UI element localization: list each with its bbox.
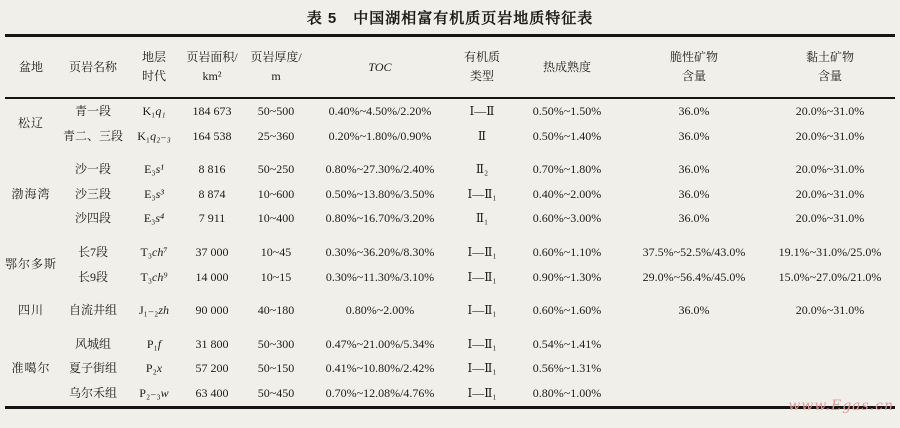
clay-content-cell: 20.0%~31.0% (795, 211, 865, 226)
om-type-cell: Ⅰ—Ⅱ₁ (467, 361, 497, 376)
shale-thickness-cell: 10~400 (257, 211, 295, 226)
shale-area-cell: 184 673 (192, 104, 232, 118)
strata-formation: q₂₋₃ (150, 128, 171, 143)
col-header-thermal-maturity: 热成熟度 (511, 36, 623, 99)
toc-cell: 0.40%~4.50%/2.20% (328, 104, 432, 118)
maturity-cell: 0.40%~2.00% (532, 186, 602, 201)
group-spacer-cell (5, 323, 895, 332)
shale-area-cell: 37 000 (195, 244, 229, 259)
brittle-content-cell: 36.0% (678, 104, 710, 118)
brittle-content-cell: 37.5%~52.5%/43.0% (642, 244, 746, 259)
strata-period: T₃ (140, 244, 152, 259)
table-row (5, 332, 895, 357)
toc-cell: 0.80%~2.00% (345, 303, 415, 318)
group-spacer (5, 231, 895, 240)
toc-cell: 0.50%~13.80%/3.50% (325, 186, 435, 201)
strata-formation: w (160, 385, 169, 400)
basin-cell: 四川 (17, 303, 44, 318)
shale-area-cell: 90 000 (195, 303, 229, 318)
shale-name-cell: 沙三段 (74, 186, 111, 201)
strata-period: K₁ (137, 128, 151, 143)
shale-name-cell: 自流井组 (68, 303, 117, 318)
basin-cell: 准噶尔 (11, 361, 51, 376)
maturity-cell: 0.56%~1.31% (532, 361, 602, 376)
toc-cell: 0.80%~27.30%/2.40% (325, 162, 435, 177)
maturity-cell: 0.60%~1.10% (532, 244, 602, 259)
toc-cell: 0.30%~11.30%/3.10% (325, 269, 435, 284)
brittle-content-cell (623, 332, 765, 357)
toc-cell: 0.41%~10.80%/2.42% (325, 361, 435, 376)
clay-content-cell: 15.0%~27.0%/21.0% (778, 269, 882, 284)
strata-formation: q₁ (155, 104, 166, 118)
shale-name-cell: 青二、三段 (62, 128, 123, 143)
clay-content-cell (765, 356, 895, 381)
om-type-cell: Ⅱ₁ (475, 211, 489, 226)
table-row (5, 206, 895, 231)
group-spacer-cell (5, 231, 895, 240)
shale-area-cell: 8 816 (198, 162, 226, 177)
brittle-content-cell: 36.0% (678, 162, 710, 177)
strata-age-cell (129, 265, 179, 290)
shale-name-cell: 长9段 (77, 269, 108, 284)
shale-thickness-cell: 50~500 (257, 104, 295, 118)
table-title: 表 5 中国湖相富有机质页岩地质特征表 (306, 10, 594, 27)
col-header-shale-name: 页岩名称 (57, 36, 129, 99)
shale-thickness-cell: 10~600 (257, 186, 295, 201)
strata-period: P₁ (146, 336, 158, 351)
strata-formation: x (156, 361, 163, 376)
om-type-cell: Ⅱ (477, 128, 487, 143)
om-type-cell: Ⅰ—Ⅱ₁ (467, 244, 497, 259)
strata-age-cell (129, 381, 179, 407)
om-type-cell: Ⅰ—Ⅱ₁ (467, 269, 497, 284)
om-type-cell: Ⅰ—Ⅱ₁ (467, 385, 497, 400)
om-type-cell: Ⅰ—Ⅱ₁ (467, 336, 497, 351)
col-header-shale-area: 页岩面积/ km² (179, 36, 245, 99)
table-row (5, 124, 895, 149)
maturity-cell: 0.60%~1.60% (532, 303, 602, 318)
maturity-cell: 0.54%~1.41% (532, 336, 602, 351)
strata-formation: ch⁷ (152, 244, 168, 259)
shale-area-cell: 31 800 (195, 336, 229, 351)
strata-age-cell (129, 98, 179, 124)
col-header-brittle-mineral-content: 脆性矿物 含量 (623, 36, 765, 99)
col-header-clay-mineral-content: 黏土矿物 含量 (765, 36, 895, 99)
table-row (5, 265, 895, 290)
brittle-content-cell (623, 356, 765, 381)
clay-content-cell: 19.1%~31.0%/25.0% (778, 244, 882, 259)
col-header-toc: TOC (307, 36, 453, 99)
brittle-content-cell (623, 381, 765, 407)
brittle-content-cell: 36.0% (678, 211, 710, 226)
strata-age-cell (129, 206, 179, 231)
group-spacer-cell (5, 148, 895, 157)
clay-content-cell: 20.0%~31.0% (795, 128, 865, 143)
om-type-cell: Ⅱ₂ (475, 162, 489, 177)
clay-content-cell: 20.0%~31.0% (795, 303, 865, 318)
col-header-basin: 盆地 (5, 36, 57, 99)
shale-thickness-cell: 10~15 (260, 269, 292, 284)
toc-cell: 0.30%~36.20%/8.30% (325, 244, 435, 259)
brittle-content-cell: 36.0% (678, 128, 710, 143)
strata-period: T₃ (140, 269, 152, 284)
strata-period: E₃ (143, 211, 156, 226)
shale-area-cell: 7 911 (198, 211, 226, 226)
clay-content-cell: 20.0%~31.0% (795, 162, 865, 177)
toc-cell: 0.47%~21.00%/5.34% (325, 336, 435, 351)
brittle-content-cell: 36.0% (678, 186, 710, 201)
group-spacer (5, 323, 895, 332)
shale-thickness-cell: 50~150 (257, 361, 295, 376)
strata-formation: s¹ (155, 162, 164, 177)
shale-area-cell: 57 200 (195, 361, 229, 376)
toc-cell: 0.80%~16.70%/3.20% (325, 211, 435, 226)
shale-name-cell: 风城组 (74, 336, 111, 351)
brittle-content-cell: 29.0%~56.4%/45.0% (642, 269, 746, 284)
col-header-strata-age: 地层 时代 (129, 36, 179, 99)
strata-period: K₁ (142, 104, 156, 118)
shale-thickness-cell: 50~450 (257, 385, 295, 400)
strata-period: J₁₋₂ (138, 303, 159, 318)
shale-name-cell: 青一段 (74, 104, 111, 118)
shale-area-cell: 63 400 (195, 385, 229, 400)
strata-age-cell (129, 332, 179, 357)
shale-name-cell: 沙四段 (74, 211, 111, 226)
table-row (5, 298, 895, 323)
shale-area-cell: 8 874 (198, 186, 226, 201)
shale-name-cell: 沙一段 (74, 162, 111, 177)
strata-period: P₂ (145, 361, 157, 376)
strata-formation: s⁴ (155, 211, 165, 226)
shale-name-cell: 乌尔禾组 (68, 385, 117, 400)
table-row (5, 98, 895, 124)
om-type-cell: Ⅰ—Ⅱ₁ (467, 186, 497, 201)
col-header-organic-matter-type: 有机质 类型 (453, 36, 511, 99)
maturity-cell: 0.90%~1.30% (532, 269, 602, 284)
maturity-cell: 0.50%~1.40% (532, 128, 602, 143)
strata-formation: f (157, 336, 162, 351)
table-row (5, 240, 895, 265)
shale-characteristics-table (5, 34, 895, 409)
shale-thickness-cell: 50~300 (257, 336, 295, 351)
maturity-cell: 0.60%~3.00% (532, 211, 602, 226)
group-spacer-cell (5, 289, 895, 298)
clay-content-cell (765, 332, 895, 357)
strata-age-cell (129, 298, 179, 323)
shale-thickness-cell: 50~250 (257, 162, 295, 177)
shale-area-cell: 14 000 (195, 269, 229, 284)
maturity-cell: 0.80%~1.00% (532, 385, 602, 400)
shale-name-cell: 长7段 (77, 244, 108, 259)
clay-content-cell: 20.0%~31.0% (795, 186, 865, 201)
om-type-cell: Ⅰ—Ⅱ₁ (467, 303, 497, 318)
basin-cell: 渤海湾 (11, 186, 51, 201)
table-header (5, 36, 895, 99)
strata-age-cell (129, 124, 179, 149)
strata-period: E₃ (144, 162, 156, 177)
table-row (5, 356, 895, 381)
toc-cell: 0.20%~1.80%/0.90% (328, 128, 432, 143)
shale-name-cell: 夏子街组 (68, 361, 117, 376)
table-row (5, 182, 895, 207)
basin-cell: 鄂尔多斯 (5, 257, 58, 272)
group-spacer (5, 289, 895, 298)
watermark: www.Egas.cn (788, 398, 894, 414)
brittle-content-cell: 36.0% (678, 303, 710, 318)
strata-period: E₃ (144, 186, 156, 201)
shale-thickness-cell: 25~360 (257, 128, 295, 143)
toc-cell: 0.70%~12.08%/4.76% (325, 385, 435, 400)
table-row (5, 157, 895, 182)
strata-formation: ch⁹ (152, 269, 168, 284)
strata-period: P₂₋₃ (139, 385, 161, 400)
om-type-cell: Ⅰ—Ⅱ (469, 104, 495, 118)
basin-cell: 松辽 (17, 116, 44, 131)
strata-formation: s³ (155, 186, 164, 201)
strata-formation: zh (158, 303, 170, 318)
strata-age-cell (129, 157, 179, 182)
maturity-cell: 0.50%~1.50% (532, 104, 602, 118)
maturity-cell: 0.70%~1.80% (532, 162, 602, 177)
group-spacer (5, 148, 895, 157)
shale-area-cell: 164 538 (192, 128, 232, 143)
clay-content-cell: 20.0%~31.0% (795, 104, 865, 118)
table-row (5, 381, 895, 407)
shale-thickness-cell: 10~45 (260, 244, 292, 259)
strata-age-cell (129, 356, 179, 381)
shale-thickness-cell: 40~180 (257, 303, 295, 318)
header-row (5, 36, 895, 99)
strata-age-cell (129, 240, 179, 265)
table-body (5, 98, 895, 407)
col-header-shale-thickness: 页岩厚度/ m (245, 36, 307, 99)
strata-age-cell (129, 182, 179, 207)
